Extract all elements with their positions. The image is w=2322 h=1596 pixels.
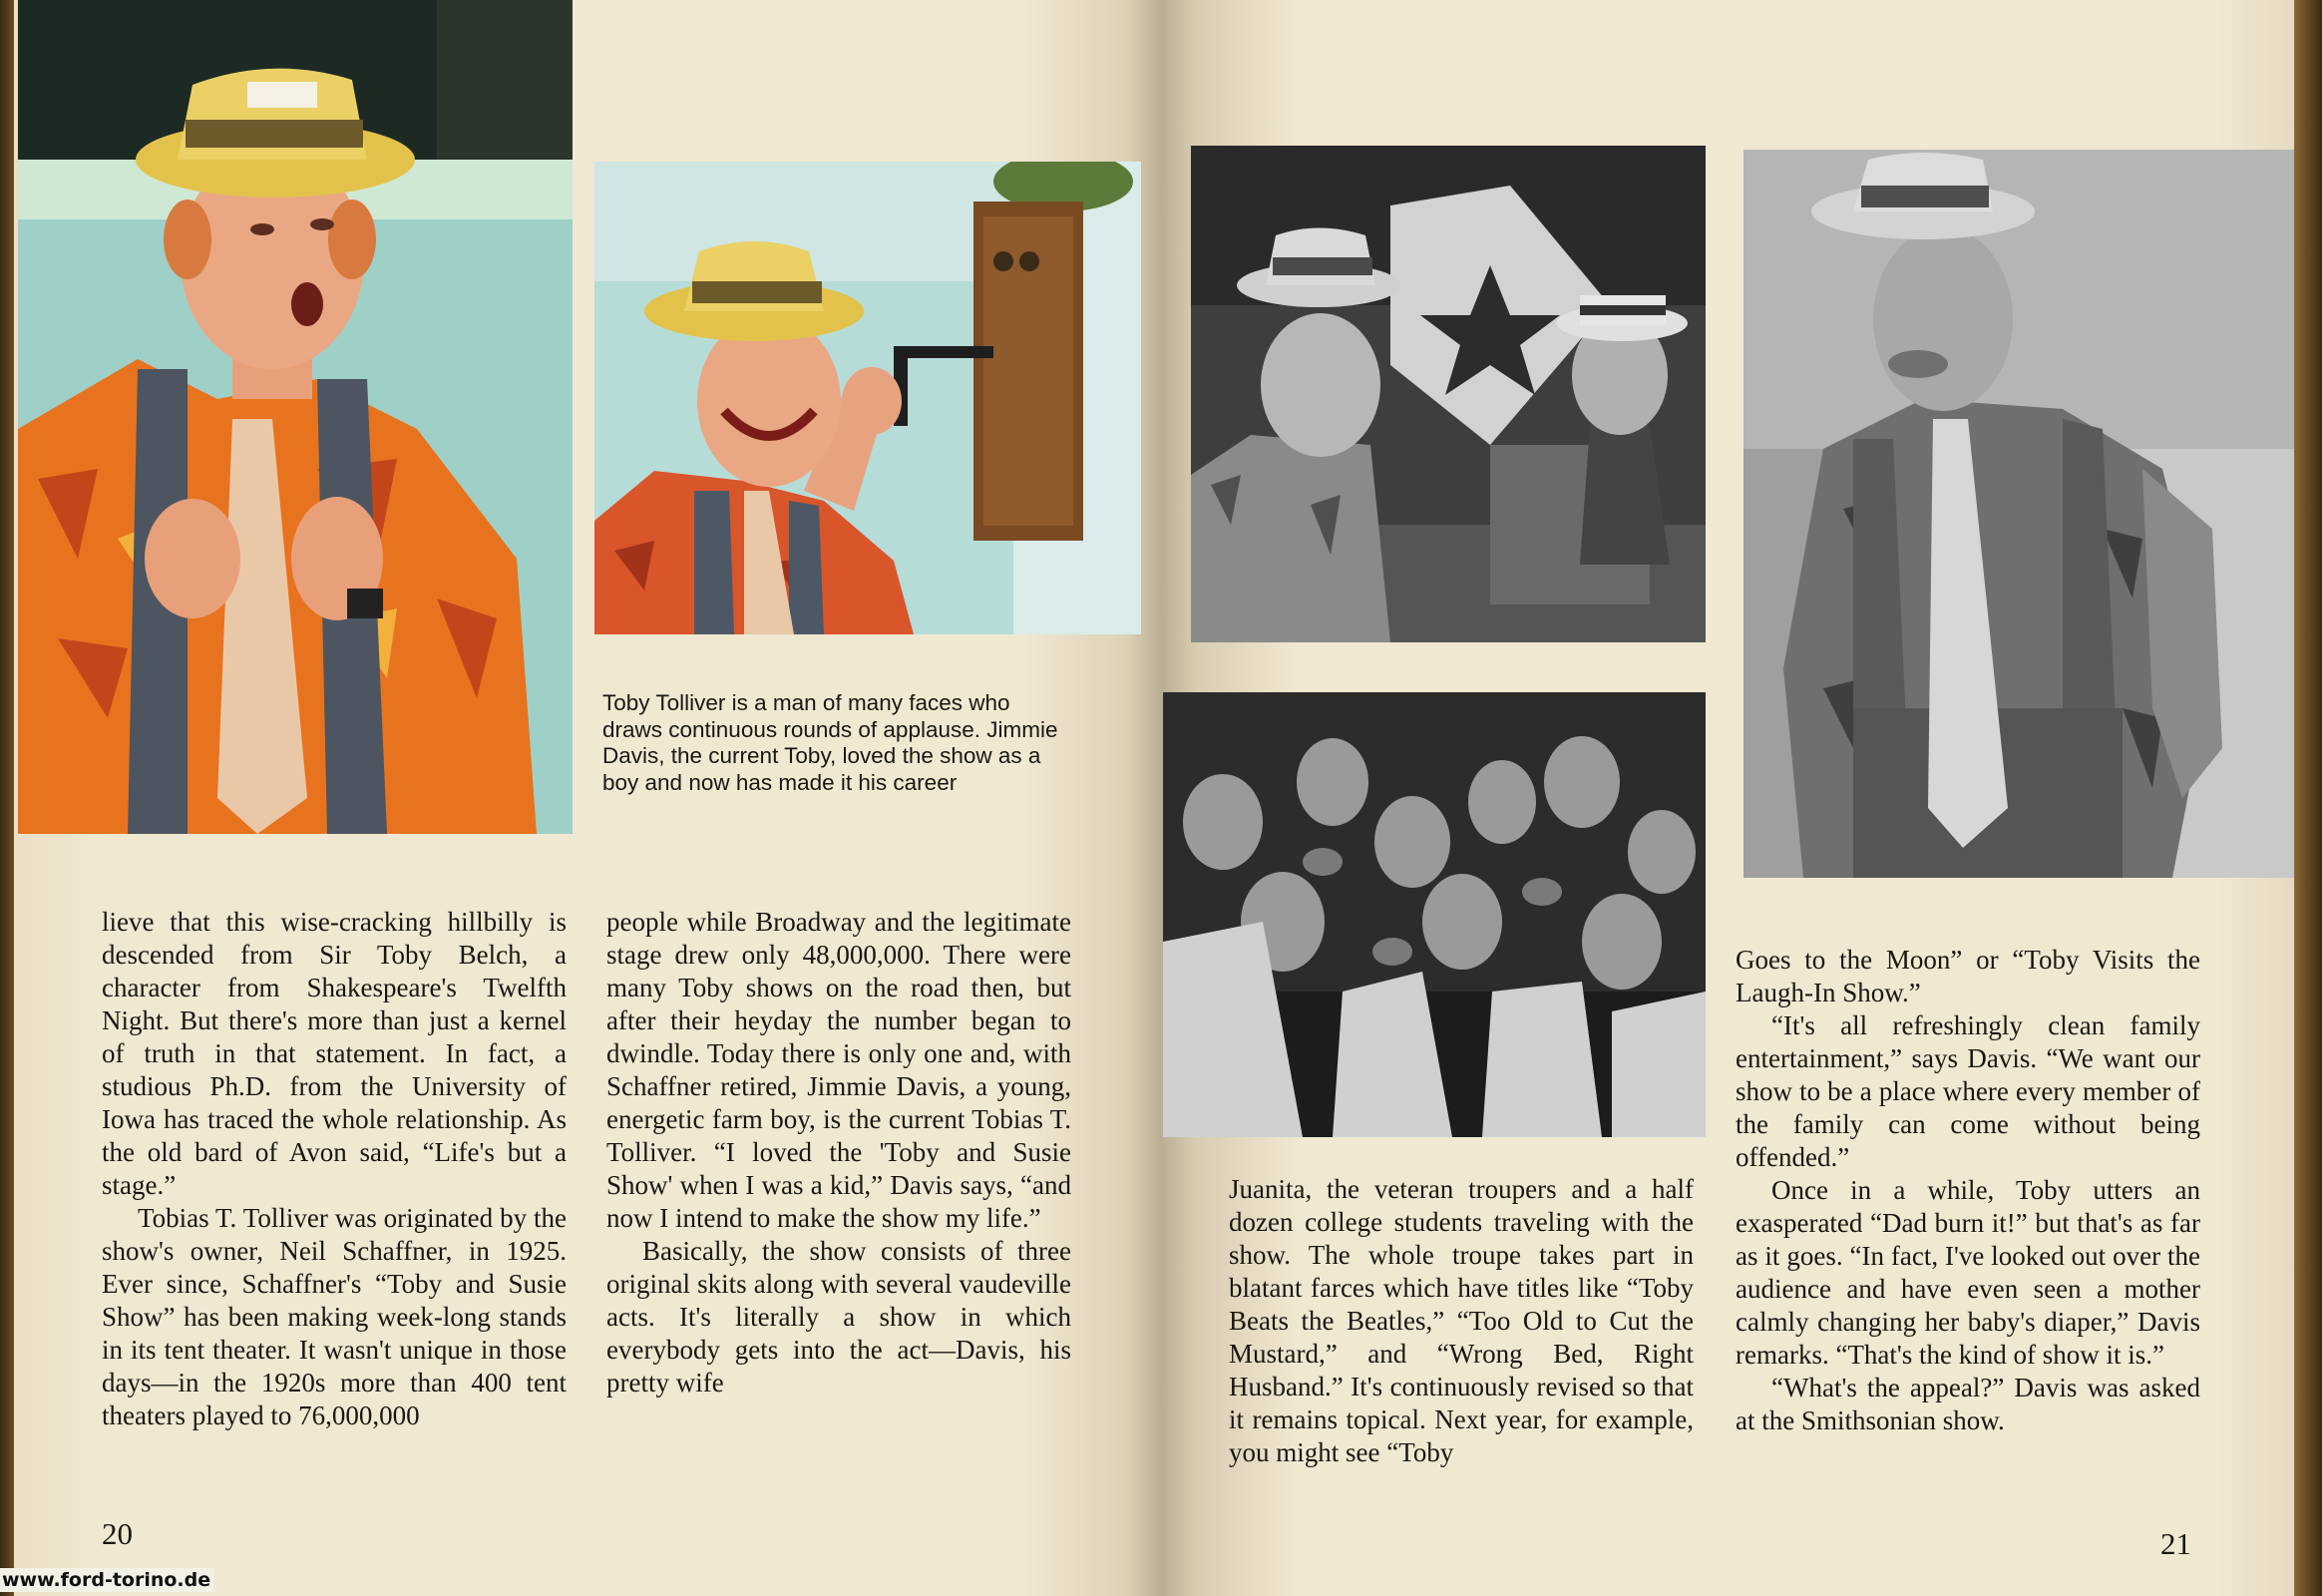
left-edge	[0, 0, 14, 1596]
photo-toby-pensive	[1743, 150, 2294, 878]
photo-audience	[1163, 692, 1706, 1137]
page-number-left: 20	[102, 1516, 133, 1551]
page-number-right: 21	[2160, 1526, 2191, 1561]
right-col2-paragraph-3: Once in a while, Toby utters an exasperated “Dad burn it!” but that's as far as it goes. “In fact, I've looked out over the audience and have even seen a mother calmly changing her baby's diaper,” Davis remarks. “That's the kind of show it is.”	[1736, 1175, 2200, 1370]
right-col2-paragraph-2: “It's all refreshingly clean family entertainment,” says Davis. “We want our show to be a place where every member of the family can come without being offended.”	[1736, 1010, 2200, 1172]
photo-toby-singing	[18, 0, 573, 834]
right-col2-paragraph-1: Goes to the Moon” or “Toby Visits the Laugh-In Show.”	[1736, 945, 2200, 1007]
left-col1-paragraph-1: lieve that this wise-cracking hillbilly is descended from Sir Toby Belch, a character from Shakespeare's Twelfth Night. But there's more than just a kernel of truth in that statement. In fact, a studious Ph.D. from the University of Iowa has traced the whole relationship. As the old bard of Avon said, “Life's but a stage.”	[102, 907, 567, 1200]
right-column-1	[1229, 1173, 1694, 1469]
photo-toby-telephone	[594, 162, 1141, 634]
right-col1-paragraph-1: Juanita, the veteran troupers and a half dozen college students traveling with the show. The whole troupe takes part in blatant farces which have titles like “Toby Beats the Beatles,” “Too Old to Cut the Mustard,” and “Wrong Bed, Right Husband.” It's continuously revised so that it remains topical. Next year, for example, you might see “Toby	[1229, 1174, 1694, 1467]
right-col2-paragraph-4: “What's the appeal?” Davis was asked at the Smithsonian show.	[1736, 1373, 2200, 1435]
left-column-1	[102, 906, 567, 1432]
watermark-url[interactable]: www.ford-torino.de	[0, 1568, 214, 1592]
left-col2-paragraph-2: Basically, the show consists of three original skits along with several vaudeville acts. It's literally a show in which everybody gets into the act—Davis, his pretty wife	[606, 1236, 1071, 1397]
left-column-2	[606, 906, 1071, 1399]
right-column-2	[1736, 944, 2200, 1437]
photo-caption: Toby Tolliver is a man of many faces who draws continuous rounds of applause. Jimmie Davis, the current Toby, loved the show as a boy and now has made it his career	[602, 690, 1058, 795]
right-edge	[2294, 0, 2322, 1596]
left-col2-paragraph-1: people while Broadway and the legitimate stage drew only 48,000,000. There were many Toby shows on the road then, but after their heyday the number began to dwindle. Today there is only one and, with Schaffner retired, Jimmie Davis, a young, energetic farm boy, is the current Tobias T. Tolliver. “I loved the 'Toby and Susie Show' when I was a kid,” Davis says, “and now I intend to make the show my life.”	[606, 907, 1071, 1233]
photo-two-performers	[1191, 146, 1706, 642]
left-col1-paragraph-2: Tobias T. Tolliver was originated by the show's owner, Neil Schaffner, in 1925. Ever since, Schaffner's “Toby and Susie Show” has been making week-long stands in its tent theater. It wasn't unique in those days—in the 1920s more than 400 tent theaters played to 76,000,000	[102, 1203, 567, 1430]
